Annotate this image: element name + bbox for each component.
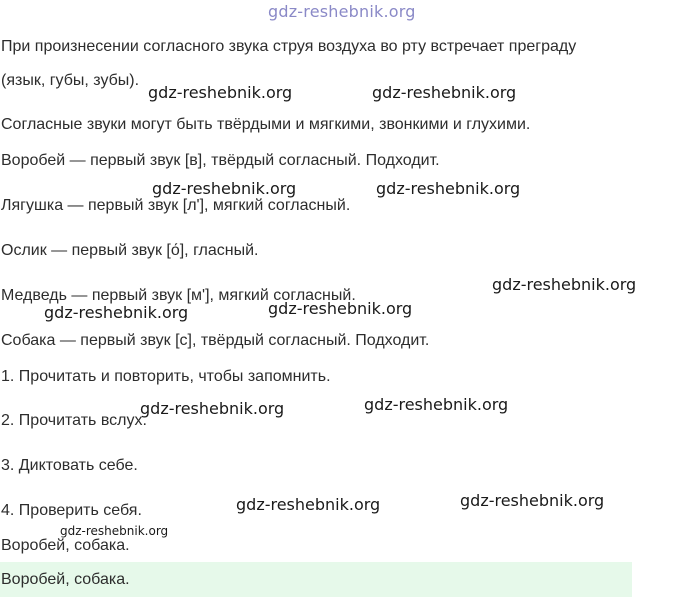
- paragraph-consonant-definition-cont: (язык, губы, зубы).: [1, 72, 140, 89]
- site-watermark-header: gdz-reshebnik.org: [268, 2, 416, 21]
- watermark: gdz-reshebnik.org: [372, 83, 517, 102]
- watermark: gdz-reshebnik.org: [492, 275, 637, 294]
- step-2: 2. Прочитать вслух.: [1, 412, 147, 429]
- watermark: gdz-reshebnik.org: [236, 495, 381, 514]
- paragraph-vorobey: Воробей — первый звук [в], твёрдый согласный. Подходит.: [1, 152, 440, 169]
- step-1: 1. Прочитать и повторить, чтобы запомнить.: [1, 368, 331, 385]
- paragraph-medved: Медведь — первый звук [м'], мягкий согласный.: [1, 287, 356, 304]
- step-3: 3. Диктовать себе.: [1, 457, 138, 474]
- watermark: gdz-reshebnik.org: [376, 179, 521, 198]
- watermark: gdz-reshebnik.org: [460, 491, 605, 510]
- watermark: gdz-reshebnik.org: [148, 83, 293, 102]
- paragraph-consonant-types: Согласные звуки могут быть твёрдыми и мягкими, звонкими и глухими.: [1, 116, 531, 133]
- step-4: 4. Проверить себя.: [1, 502, 142, 519]
- watermark: gdz-reshebnik.org: [44, 303, 189, 322]
- answer-text: Воробей, собака.: [1, 571, 130, 588]
- paragraph-oslik: Ослик — первый звук [о́], гласный.: [1, 242, 259, 259]
- paragraph-result: Воробей, собака.: [1, 537, 130, 554]
- paragraph-sobaka: Собака — первый звук [с], твёрдый согласный. Подходит.: [1, 332, 430, 349]
- watermark: gdz-reshebnik.org: [152, 179, 297, 198]
- watermark-small: gdz-reshebnik.org: [60, 524, 169, 538]
- paragraph-lyagushka: Лягушка — первый звук [л'], мягкий согласный.: [1, 197, 351, 214]
- watermark: gdz-reshebnik.org: [268, 299, 413, 318]
- watermark: gdz-reshebnik.org: [140, 399, 285, 418]
- watermark: gdz-reshebnik.org: [364, 395, 509, 414]
- paragraph-consonant-definition: При произнесении согласного звука струя воздуха во рту встречает преграду: [1, 38, 577, 55]
